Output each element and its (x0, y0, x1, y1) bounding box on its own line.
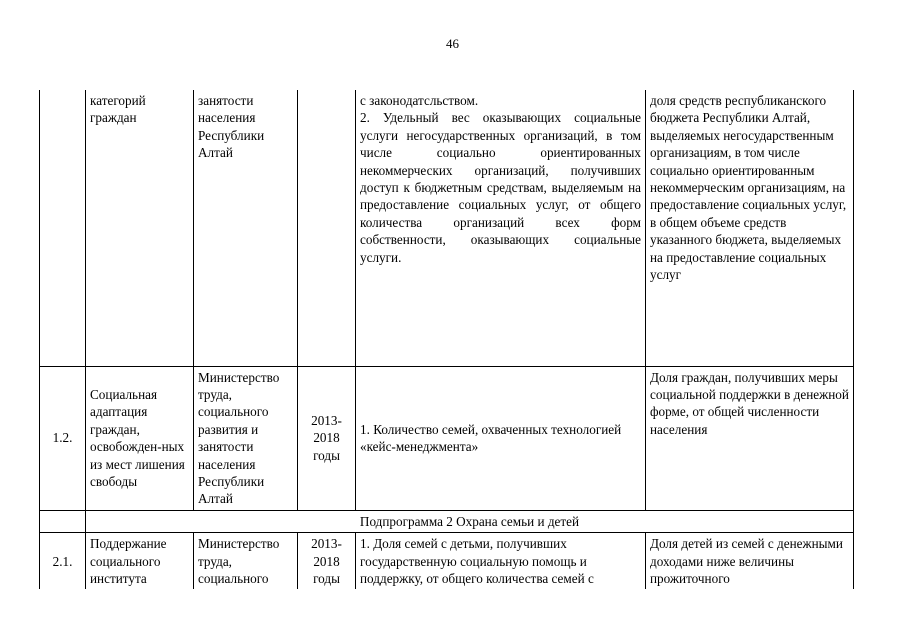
indicator: 1. Доля семей с детьми, получивших государственную социальную помощь и поддержку, от общего количества семей с (356, 533, 646, 590)
program-table (39, 90, 854, 589)
period: 2013-2018 годы (298, 533, 356, 590)
subprogram-row (40, 510, 854, 532)
table-row (40, 90, 854, 366)
related-indicator: Доля граждан, получивших меры социальной поддержки в денежной форме, от общей численности населения (646, 366, 854, 510)
row-number (40, 90, 86, 366)
indicator-cell (356, 90, 646, 366)
period (298, 90, 356, 366)
table-row (40, 533, 854, 590)
page-number: 46 (446, 36, 459, 51)
related-indicator: доля средств республиканского бюджета Республики Алтай, выделяемых негосударственным организациям, в том числе социально ориентированным некоммерческим организациям, на предоставление социальных услуг, в общем объеме средств указанного бюджета, выделяемых на предоставление социальных услуг (646, 90, 854, 366)
indicator-line: с законодатсльством. (360, 93, 479, 108)
indicator-line: 2. Удельный вес оказывающих социальные услуги негосударственных организаций, в том числе социально ориентированных некоммерческих организаций, получивших доступ к бюджетным средствам, выделяемым на предоставление социальных услуг, от общего количества организаций всех форм собственности, оказывающих социальные услуги. (360, 110, 641, 265)
subprogram-title: Подпрограмма 2 Охрана семьи и детей (86, 510, 854, 532)
row-number: 1.2. (40, 366, 86, 510)
period: 2013-2018 годы (298, 366, 356, 510)
measure-name: категорий граждан (86, 90, 194, 366)
indicator: 1. Количество семей, охваченных технологией «кейс-менеджмента» (356, 366, 646, 510)
related-indicator: Доля детей из семей с денежными доходами ниже величины прожиточного (646, 533, 854, 590)
measure-name: Социальная адаптация граждан, освобожден-ных из мест лишения свободы (86, 366, 194, 510)
executor: занятости населения Республики Алтай (194, 90, 298, 366)
executor: Министерство труда, социального (194, 533, 298, 590)
table-row (40, 366, 854, 510)
executor: Министерство труда, социального развития и занятости населения Республики Алтай (194, 366, 298, 510)
measure-name: Поддержание социального института (86, 533, 194, 590)
row-number: 2.1. (40, 533, 86, 590)
